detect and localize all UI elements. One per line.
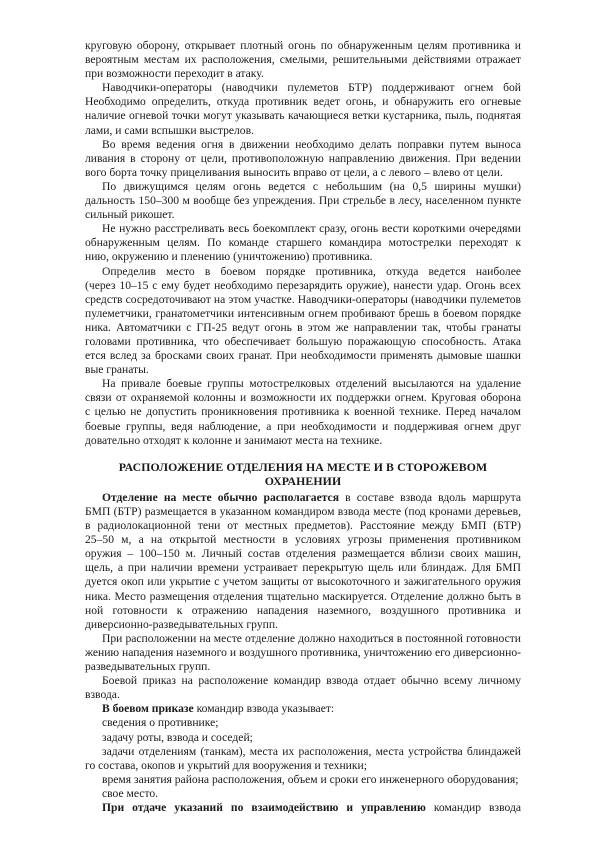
line-text: разведывательных групп. [85, 660, 211, 674]
paragraph [85, 674, 521, 702]
text-line [85, 632, 521, 646]
line-text: (через 10–15 с ему будет необходимо перезарядить оружие), нанести удар. Огонь всех [85, 278, 521, 292]
text-line [85, 491, 521, 505]
text-line [85, 660, 521, 674]
line-text: вого борта точку прицеливания выносить вправо от цели, а с левого – влево от цели. [85, 165, 503, 179]
text-line [85, 138, 521, 152]
line-text: командир взвода [433, 800, 521, 814]
line-text: ника. Место размещения отделения тщательно маскируется. Отделение должно быть в [85, 589, 521, 603]
text-line [85, 618, 521, 632]
text-line [85, 391, 521, 405]
line-text: вероятным местам их расположения, смелыми, решительными действиями отражает [85, 53, 521, 67]
line-text: ется вслед за бросками своих гранат. При необходимости применять дымовые шашки [85, 349, 521, 363]
text-line [85, 519, 521, 533]
text-line [85, 745, 521, 759]
text-line [85, 688, 521, 702]
text-line [85, 646, 521, 660]
text-line [85, 109, 521, 123]
line-text: оружия – 100–150 м. Личный состав отделения размещается вблизи своих машин, [85, 547, 521, 561]
line-text: обнаруженным целям. По команде старшего командира мотострелки переходят к [85, 236, 521, 250]
line-text: Во время ведения огня в движении необходимо делать поправки путем выноса [102, 137, 521, 151]
line-text: дуется окоп или укрытие с учетом защиты от высокоточного и зажигательного оружия [85, 575, 521, 589]
text-line [85, 67, 521, 81]
line-text: взвода. [85, 688, 120, 702]
paragraph [85, 81, 521, 137]
line-text: сильный рикошет. [85, 208, 175, 222]
paragraph [85, 491, 521, 632]
text-line [85, 604, 521, 618]
text-line [85, 759, 521, 773]
line-text: Наводчики-операторы (наводчики пулеметов БТР) поддерживают огнем бой [102, 81, 521, 95]
text-block-top [85, 39, 521, 448]
text-line [85, 180, 521, 194]
line-text: с целью не допустить проникновения противника к военной технике. Перед началом [85, 405, 521, 419]
line-text: ника. Автоматчики с ГП-25 ведут огонь в этом же направлении так, чтобы гранаты [85, 320, 521, 334]
line-text: По движущимся целям огонь ведется с небольшим (на 0,5 ширины мушки) [102, 179, 521, 193]
paragraph [85, 731, 521, 745]
text-line [85, 674, 521, 688]
line-text: сведения о противнике; [102, 716, 219, 730]
line-text: задачи отделениям (танкам), места их расположения, места устройства блиндажей [102, 744, 521, 758]
text-line [85, 265, 521, 279]
line-text: наличие огневой точки могут указывать качающиеся ветки кустарника, пыль, поднятая [85, 109, 521, 123]
line-text: вые гранаты. [85, 363, 149, 377]
line-text: пулеметчики, гранатометчики интенсивным огнем пробивают брешь в боевом порядке [85, 306, 521, 320]
text-line [85, 377, 521, 391]
line-text: На привале боевые группы мотострелковых отделений высылаются на удаление [102, 377, 521, 391]
line-text: дальность 150–300 м вообще без упреждения. При стрельбе в лесу, населенном пункте [85, 194, 521, 208]
paragraph [85, 702, 521, 716]
text-line [85, 307, 521, 321]
bold-lead: Отделение на месте обычно располагается [102, 490, 339, 504]
line-text: Необходимо определить, откуда противник ведет огонь, и обнаружить его огневые [85, 95, 521, 109]
text-line [85, 731, 521, 745]
text-line [85, 547, 521, 561]
line-text: диверсионно-разведывательных групп. [85, 617, 278, 631]
text-line [85, 236, 521, 250]
line-text: БМП (БТР) размещается в указанном командиром взвода месте (под кронами деревьев, [85, 505, 521, 518]
text-line [85, 293, 521, 307]
text-line [85, 533, 521, 547]
bold-lead: При отдаче указаний по взаимодействию и управлению [102, 800, 426, 814]
text-line [85, 95, 521, 109]
text-line [85, 321, 521, 335]
line-text: в составе взвода вдоль маршрута [345, 490, 521, 504]
section-heading: РАСПОЛОЖЕНИЕ ОТДЕЛЕНИЯ НА МЕСТЕ И В СТОРОЖЕВОМ ОХРАНЕНИИ [118, 459, 488, 488]
text-line [85, 716, 521, 730]
paragraph [85, 773, 521, 787]
text-line [85, 152, 521, 166]
text-line [85, 363, 521, 377]
paragraph [85, 377, 521, 447]
line-text: задачу роты, взвода и соседей; [102, 730, 253, 744]
line-text: Определив место в боевом порядке противника, откуда ведется наиболее [102, 264, 521, 278]
line-text: связи от охраняемой колонны и возможности их поддержки огнем. Круговая оборона [85, 391, 521, 405]
text-line [85, 801, 521, 815]
text-line [85, 590, 521, 604]
text-line [85, 561, 521, 575]
line-text: жению нападения наземного и воздушного противника, уничтожению его диверсионно- [85, 645, 521, 659]
line-text: лами, и сами вспышки выстрелов. [85, 123, 254, 137]
text-line [85, 505, 521, 519]
text-line [85, 124, 521, 138]
text-line [85, 194, 521, 208]
paragraph [85, 222, 521, 264]
text-line [85, 250, 521, 264]
text-line [85, 434, 521, 448]
line-text: время занятия района расположения, объем и сроки его инженерного оборудования; [102, 772, 519, 786]
document-page [85, 39, 521, 815]
bold-lead: В боевом приказе [102, 702, 194, 716]
text-line [85, 53, 521, 67]
line-text: боевые группы, ведя наблюдение, а при необходимости и поддерживая огнем друг [85, 419, 521, 433]
line-text: 25–50 м, а на открытой местности в условиях угрозы применения противником [85, 533, 521, 547]
paragraph [85, 745, 521, 773]
line-text: ной готовности к отражению нападения наземного, воздушного противника и [85, 603, 521, 617]
text-line [85, 39, 521, 53]
line-text: довательно отходят к колонне и занимают места на технике. [85, 433, 383, 447]
line-text: нию, окружению и пленению (уничтожению) противника. [85, 250, 373, 264]
text-line [85, 166, 521, 180]
text-line [85, 349, 521, 363]
text-line [85, 405, 521, 419]
text-line [85, 575, 521, 589]
paragraph [85, 787, 521, 801]
line-text: го состава, окопов и укрытий для вооружения и техники; [85, 758, 367, 772]
text-block-bottom [85, 491, 521, 815]
paragraph [85, 265, 521, 378]
line-text: при возможности переходит в атаку. [85, 67, 264, 81]
text-line [85, 81, 521, 95]
text-line [85, 222, 521, 236]
paragraph [85, 39, 521, 81]
line-text: в радиолокационной тени от местных предметов). Расстояние между БМП (БТР) [85, 519, 521, 533]
text-line [85, 335, 521, 349]
text-line [85, 420, 521, 434]
text-line [85, 702, 521, 716]
line-text: Не нужно расстреливать весь боекомплект сразу, огонь вести короткими очередями [102, 222, 521, 236]
paragraph [85, 716, 521, 730]
text-line [85, 279, 521, 293]
text-line [85, 787, 521, 801]
text-line [85, 208, 521, 222]
text-line [85, 773, 521, 787]
line-text: При расположении на месте отделение должно находиться в постоянной готовности [102, 631, 521, 645]
paragraph [85, 180, 521, 222]
paragraph [85, 138, 521, 180]
line-text: свое место. [102, 786, 159, 800]
paragraph [85, 632, 521, 674]
line-text: ливания в сторону от цели, противоположную направлению движения. При ведении [85, 151, 521, 165]
line-text: командир взвода указывает: [193, 702, 335, 716]
line-text: средств сосредоточивают на этом участке. Наводчики-операторы (наводчики пулеметов [85, 292, 521, 306]
line-text: круговую оборону, открывает плотный огонь по обнаруженным целям противника и [85, 39, 521, 52]
line-text: щель, а при наличии времени устраивает перекрытую щель или блиндаж. Для БМП [85, 561, 521, 575]
paragraph [85, 801, 521, 815]
line-text: головами противника, что обеспечивает большую поражающую способность. Атака [85, 334, 521, 348]
line-text: Боевой приказ на расположение командир взвода отдает обычно всему личному [102, 674, 521, 688]
